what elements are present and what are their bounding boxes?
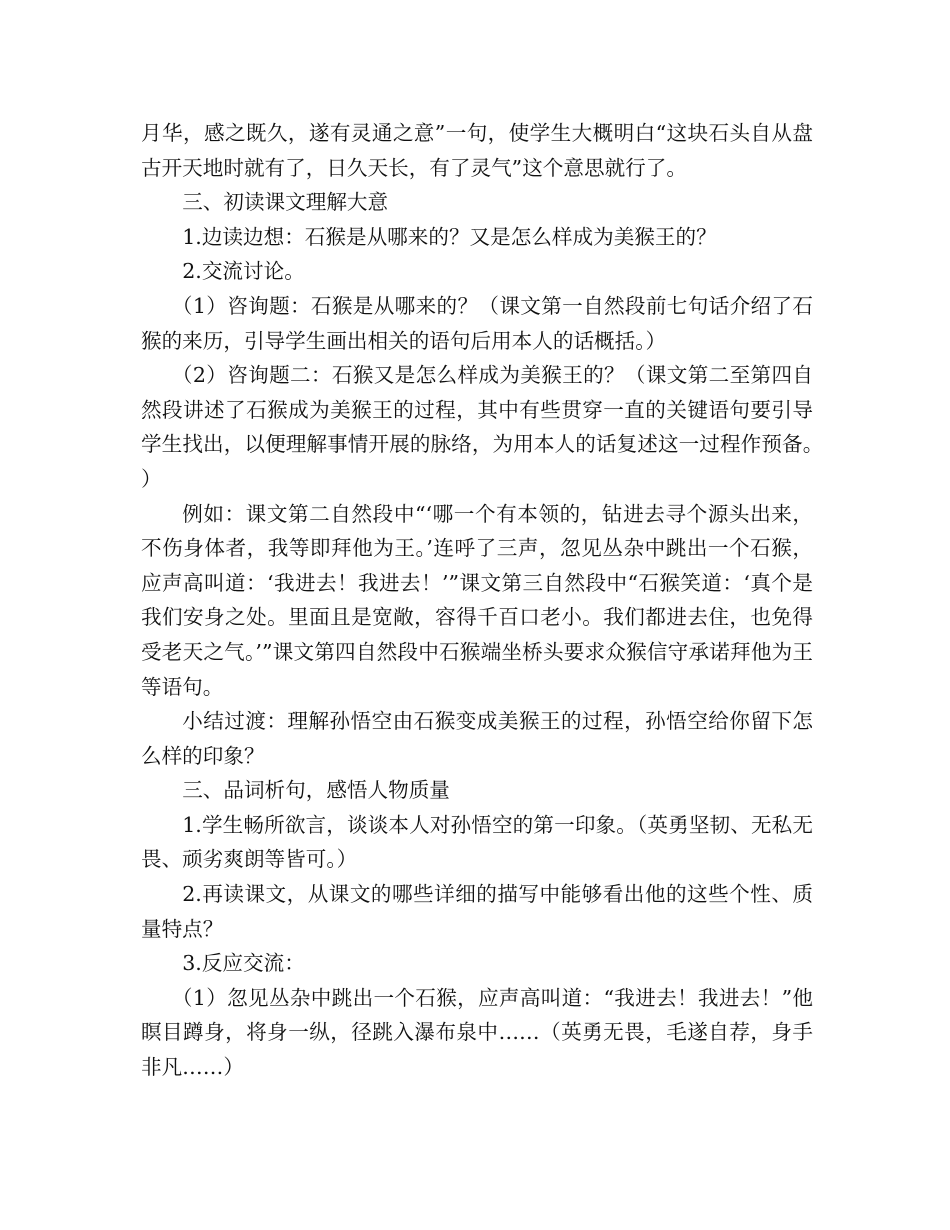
- sub-item-question-one: （1）咨询题：石猴是从哪来的？（课文第一自然段前七句话介绍了石猴的来历，引导学生画出相关的语句后用本人的话概括。）: [141, 293, 813, 353]
- list-item-feedback: 3.反应交流：: [182, 951, 305, 976]
- list-item-reread: 2.再读课文，从课文的哪些详细的描写中能够看出他的这些个性、质量特点？: [141, 882, 813, 941]
- paragraph-summary-transition: 小结过渡：理解孙悟空由石猴变成美猴王的过程，孙悟空给你留下怎么样的印象？: [141, 709, 813, 768]
- document-body: [141, 116, 813, 1085]
- list-item-discussion: 2.交流讨论。: [182, 259, 305, 284]
- section-heading-word-analysis: 三、品词析句，感悟人物质量: [182, 778, 450, 803]
- list-item-first-impression: 1.学生畅所欲言，谈谈本人对孙悟空的第一印象。（英勇坚韧、无私无畏、顽劣爽朗等皆可。）: [141, 812, 813, 872]
- paragraph-example: 例如：课文第二自然段中“‘哪一个有本领的，钻进去寻个源头出来，不伤身体者，我等即拜他为王。’连呼了三声，忽见丛杂中跳出一个石猴，应声高叫道：‘我进去！我进去！’”课文第三自然段中“石猴笑道：‘真个是我们安身之处。里面且是宽敞，容得千百口老小。我们都进去住，也免得受老天之气。’”课文第四自然段中石猴端坐桥头要求众猴信守承诺拜他为王等语句。: [141, 501, 813, 699]
- paragraph-continuation: 月华，感之既久，遂有灵通之意”一句，使学生大概明白“这块石头自从盘古开天地时就有了，日久天长，有了灵气”这个意思就行了。: [141, 121, 813, 180]
- section-heading-initial-reading: 三、初读课文理解大意: [182, 190, 389, 215]
- sub-item-feedback-one: （1）忽见丛杂中跳出一个石猴，应声高叫道：“我进去！我进去！”他瞑目蹲身，将身一纵，径跳入瀑布泉中……（英勇无畏，毛遂自荐，身手非凡……）: [141, 985, 813, 1080]
- sub-item-question-two: （2）咨询题二：石猴又是怎么样成为美猴王的？（课文第二至第四自然段讲述了石猴成为美猴王的过程，其中有些贯穿一直的关键语句要引导学生找出，以便理解事情开展的脉络，为用本人的话复述这一过程作预备。）: [141, 363, 813, 491]
- list-item-read-and-think: 1.边读边想：石猴是从哪来的？又是怎么样成为美猴王的？: [182, 224, 717, 249]
